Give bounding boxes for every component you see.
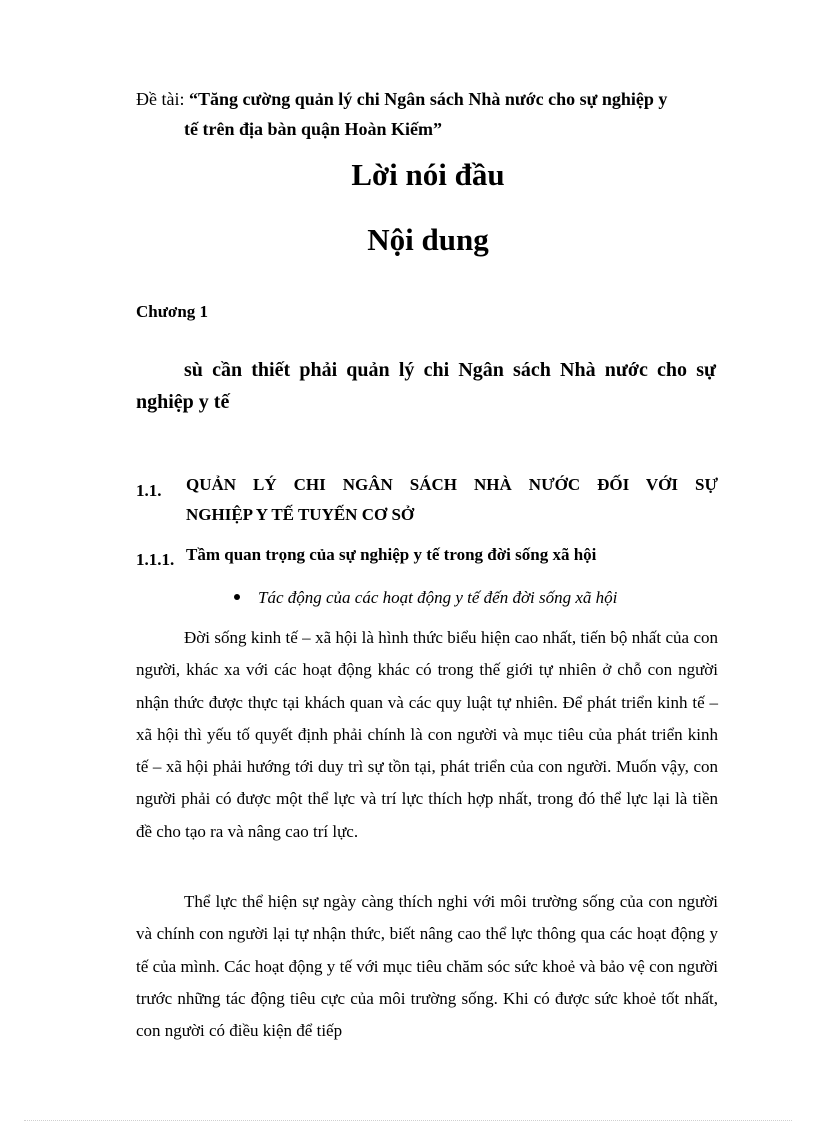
chapter-title [136, 354, 716, 418]
bullet-item [234, 583, 617, 613]
chapter-label: Chương 1 [136, 302, 209, 321]
page-bottom-divider [24, 1120, 792, 1121]
chapter-title-line2: nghiệp y tế [136, 391, 230, 413]
paragraph-2: Thể lực thể hiện sự ngày càng thích nghi với môi trường sống của con người và chính con người lại tự nhận thức, biết nâng cao thể lực thông qua các hoạt động y tế của mình. Các hoạt động y tế với mục tiêu chăm sóc sức khoẻ và bảo vệ con người trước những tác động tiêu cực của môi trường sống. Khi có được sức khoẻ tốt nhất, con người có điều kiện để tiếp [136, 892, 718, 1041]
section-1-1-1-number: 1.1.1. [136, 550, 175, 569]
topic-title-line1: “Tăng cường quản lý chi Ngân sách Nhà nước cho sự nghiệp y [188, 89, 668, 109]
section-1-1-1-title: Tầm quan trọng của sự nghiệp y tế trong đời sống xã hội [186, 545, 597, 564]
topic-label: Đề tài: [136, 89, 185, 109]
section-1-1-title [186, 470, 718, 530]
chapter-title-line1: sù cần thiết phải quản lý chi Ngân sách Nhà nước cho sự [184, 359, 716, 381]
bullet-dot-icon [234, 594, 240, 600]
paragraph-1: Đời sống kinh tế – xã hội là hình thức biểu hiện cao nhất, tiến bộ nhất của con người, khác xa với các hoạt động khác có trong thế giới tự nhiên ở chỗ con người nhận thức được thực tại khách quan và các quy luật tự nhiên. Để phát triển kinh tế – xã hội thì yếu tố quyết định phải chính là con người và mục tiêu của phát triển kinh tế – xã hội phải hướng tới duy trì sự tồn tại, phát triển của con người. Muốn vậy, con người phải có được một thể lực và trí lực thích hợp nhất, trong đó thể lực lại là tiền đề cho tạo ra và nâng cao trí lực. [136, 628, 718, 841]
section-1-1-title-line2: NGHIỆP Y TẾ TUYẾN CƠ SỞ [186, 505, 415, 524]
bullet-text: Tác động của các hoạt động y tế đến đời sống xã hội [258, 588, 618, 607]
section-1-1-number: 1.1. [136, 481, 162, 500]
contents-heading: Nội dung [367, 222, 489, 257]
topic-block [136, 84, 736, 144]
foreword-heading: Lời nói đầu [351, 157, 505, 192]
section-1-1-title-line1: QUẢN LÝ CHI NGÂN SÁCH NHÀ NƯỚC ĐỐI VỚI SỰ [186, 475, 718, 494]
topic-title-line2: tế trên địa bàn quận Hoàn Kiếm” [184, 119, 443, 139]
